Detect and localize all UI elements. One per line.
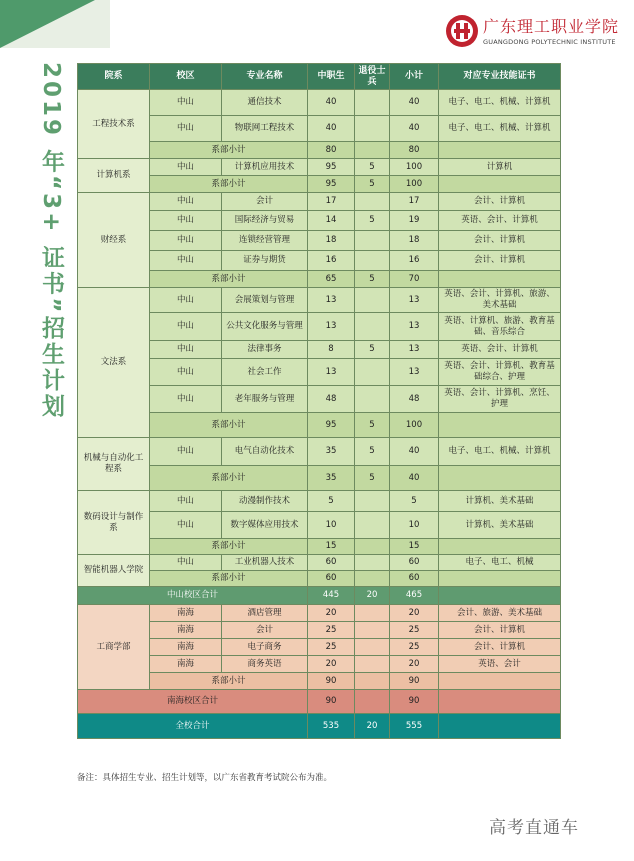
vocational-count: 15 [308,539,355,555]
vocational-count: 445 [308,587,355,605]
vocational-count: 80 [308,142,355,159]
vocational-count: 8 [308,341,355,359]
campus-cell: 中山 [150,512,222,539]
vocational-count: 40 [308,90,355,116]
subtotal-count: 20 [390,656,439,673]
column-header: 中职生 [308,64,355,90]
veteran-count [355,512,390,539]
certificate-cell [439,673,561,690]
subtotal-label: 系部小计 [150,673,308,690]
table-row [78,639,561,656]
major-cell: 会展策划与管理 [222,288,308,313]
certificate-cell [439,690,561,714]
certificate-cell: 会计、计算机 [439,193,561,211]
subtotal-count: 5 [390,491,439,512]
certificate-cell [439,539,561,555]
certificate-cell [439,176,561,193]
certificate-cell: 电子、电工、机械、计算机 [439,90,561,116]
certificate-cell: 英语、会计、计算机、教育基础综合、护理 [439,359,561,386]
subtotal-count: 20 [390,605,439,622]
veteran-count [355,673,390,690]
certificate-cell: 英语、会计、计算机、旅游、美术基础 [439,288,561,313]
subtotal-count: 13 [390,313,439,341]
vocational-count: 65 [308,271,355,288]
subtotal-label: 系部小计 [150,271,308,288]
vocational-count: 13 [308,313,355,341]
school-emblem-icon [445,14,479,48]
certificate-cell: 英语、会计、计算机 [439,341,561,359]
department-name: 文法系 [78,288,150,438]
department-name: 机械与自动化工程系 [78,438,150,491]
campus-cell: 中山 [150,359,222,386]
footnote: 备注：具体招生专业、招生计划等，以广东省教育考试院公布为准。 [77,773,333,783]
department-subtotal-row [78,539,561,555]
campus-total-row-nanhai [78,690,561,714]
veteran-count [355,142,390,159]
vocational-count: 90 [308,673,355,690]
certificate-cell [439,587,561,605]
department-subtotal-row [78,176,561,193]
subtotal-count: 100 [390,176,439,193]
major-cell: 社会工作 [222,359,308,386]
certificate-cell: 会计、计算机 [439,231,561,251]
veteran-count [355,288,390,313]
certificate-cell: 会计、旅游、美术基础 [439,605,561,622]
veteran-count: 5 [355,466,390,491]
veteran-count [355,539,390,555]
veteran-count: 5 [355,341,390,359]
veteran-count: 20 [355,587,390,605]
subtotal-count: 90 [390,690,439,714]
subtotal-count: 15 [390,539,439,555]
vocational-count: 17 [308,193,355,211]
subtotal-count: 60 [390,571,439,587]
vocational-count: 40 [308,116,355,142]
campus-cell: 中山 [150,386,222,413]
vocational-count: 18 [308,231,355,251]
table-row [78,90,561,116]
veteran-count [355,90,390,116]
corner-decoration [0,0,95,48]
certificate-cell: 英语、计算机、旅游、教育基础、音乐综合 [439,313,561,341]
veteran-count [355,359,390,386]
campus-cell: 南海 [150,622,222,639]
vocational-count: 60 [308,555,355,571]
certificate-cell: 计算机 [439,159,561,176]
table-row [78,386,561,413]
subtotal-count: 60 [390,555,439,571]
certificate-cell [439,142,561,159]
total-label: 中山校区合计 [78,587,308,605]
vocational-count: 5 [308,491,355,512]
total-label: 全校合计 [78,714,308,739]
vocational-count: 10 [308,512,355,539]
campus-cell: 南海 [150,656,222,673]
major-cell: 会计 [222,193,308,211]
subtotal-count: 10 [390,512,439,539]
vocational-count: 35 [308,466,355,491]
column-header: 专业名称 [222,64,308,90]
veteran-count [355,656,390,673]
table-row [78,251,561,271]
veteran-count: 5 [355,159,390,176]
vocational-count: 95 [308,413,355,438]
major-cell: 工业机器人技术 [222,555,308,571]
campus-cell: 中山 [150,251,222,271]
certificate-cell: 会计、计算机 [439,622,561,639]
subtotal-count: 16 [390,251,439,271]
major-cell: 电气自动化技术 [222,438,308,466]
major-cell: 酒店管理 [222,605,308,622]
major-cell: 数字媒体应用技术 [222,512,308,539]
subtotal-count: 40 [390,90,439,116]
certificate-cell: 会计、计算机 [439,251,561,271]
subtotal-label: 系部小计 [150,413,308,438]
department-name: 工程技术系 [78,90,150,159]
certificate-cell: 电子、电工、机械 [439,555,561,571]
school-name-cn: 广东理工职业学院 [483,17,620,36]
certificate-cell [439,271,561,288]
major-cell: 法律事务 [222,341,308,359]
vocational-count: 13 [308,288,355,313]
veteran-count [355,386,390,413]
subtotal-count: 13 [390,341,439,359]
subtotal-count: 100 [390,159,439,176]
major-cell: 公共文化服务与管理 [222,313,308,341]
subtotal-label: 系部小计 [150,539,308,555]
subtotal-label: 系部小计 [150,466,308,491]
vocational-count: 14 [308,211,355,231]
subtotal-count: 40 [390,466,439,491]
veteran-count [355,690,390,714]
major-cell: 连锁经营管理 [222,231,308,251]
campus-cell: 中山 [150,211,222,231]
certificate-cell: 电子、电工、机械、计算机 [439,116,561,142]
veteran-count [355,116,390,142]
subtotal-count: 25 [390,622,439,639]
vocational-count: 13 [308,359,355,386]
certificate-cell [439,413,561,438]
vocational-count: 95 [308,176,355,193]
column-header: 对应专业技能证书 [439,64,561,90]
school-total-row [78,714,561,739]
subtotal-count: 13 [390,359,439,386]
campus-cell: 中山 [150,193,222,211]
vocational-count: 20 [308,656,355,673]
campus-cell: 中山 [150,491,222,512]
table-row [78,116,561,142]
school-name-en: GUANGDONG POLYTECHNIC INSTITUTE [483,38,616,46]
table-row [78,555,561,571]
veteran-count [355,231,390,251]
subtotal-label: 系部小计 [150,176,308,193]
department-name: 计算机系 [78,159,150,193]
enrollment-table [77,63,561,739]
department-name: 财经系 [78,193,150,288]
campus-cell: 南海 [150,605,222,622]
subtotal-count: 19 [390,211,439,231]
department-name: 智能机器人学院 [78,555,150,587]
campus-cell: 南海 [150,639,222,656]
campus-cell: 中山 [150,438,222,466]
subtotal-count: 40 [390,116,439,142]
watermark-text: 高考直通车 [489,818,579,838]
department-subtotal-row [78,571,561,587]
major-cell: 计算机应用技术 [222,159,308,176]
certificate-cell [439,571,561,587]
campus-cell: 中山 [150,313,222,341]
table-row [78,341,561,359]
subtotal-count: 90 [390,673,439,690]
major-cell: 动漫制作技术 [222,491,308,512]
veteran-count [355,313,390,341]
vocational-count: 535 [308,714,355,739]
veteran-count: 5 [355,271,390,288]
table-row [78,512,561,539]
subtotal-count: 48 [390,386,439,413]
department-name: 数码设计与制作系 [78,491,150,555]
veteran-count: 20 [355,714,390,739]
vocational-count: 90 [308,690,355,714]
department-subtotal-row [78,142,561,159]
major-cell: 老年服务与管理 [222,386,308,413]
veteran-count [355,639,390,656]
veteran-count [355,571,390,587]
table-row [78,359,561,386]
subtotal-count: 13 [390,288,439,313]
table-row [78,211,561,231]
major-cell: 电子商务 [222,639,308,656]
veteran-count: 5 [355,438,390,466]
major-cell: 物联网工程技术 [222,116,308,142]
table-row [78,193,561,211]
campus-cell: 中山 [150,341,222,359]
subtotal-count: 40 [390,438,439,466]
vocational-count: 25 [308,622,355,639]
veteran-count: 5 [355,176,390,193]
department-subtotal-row [78,271,561,288]
vocational-count: 48 [308,386,355,413]
campus-cell: 中山 [150,288,222,313]
major-cell: 国际经济与贸易 [222,211,308,231]
department-subtotal-row [78,413,561,438]
campus-cell: 中山 [150,555,222,571]
certificate-cell: 英语、会计 [439,656,561,673]
certificate-cell: 英语、会计、计算机 [439,211,561,231]
campus-cell: 中山 [150,231,222,251]
veteran-count: 5 [355,211,390,231]
table-row [78,491,561,512]
column-header: 院系 [78,64,150,90]
subtotal-count: 100 [390,413,439,438]
campus-cell: 中山 [150,116,222,142]
certificate-cell [439,466,561,491]
campus-cell: 中山 [150,159,222,176]
table-row [78,622,561,639]
column-header: 校区 [150,64,222,90]
subtotal-count: 70 [390,271,439,288]
subtotal-count: 17 [390,193,439,211]
total-label: 南海校区合计 [78,690,308,714]
column-header: 小计 [390,64,439,90]
veteran-count: 5 [355,413,390,438]
table-row [78,159,561,176]
vocational-count: 95 [308,159,355,176]
subtotal-count: 80 [390,142,439,159]
table-row [78,656,561,673]
campus-total-row-zhongshan [78,587,561,605]
department-name: 工商学部 [78,605,150,690]
table-row [78,605,561,622]
department-subtotal-row [78,673,561,690]
vocational-count: 60 [308,571,355,587]
table-row [78,288,561,313]
certificate-cell: 计算机、美术基础 [439,512,561,539]
table-header-row [78,64,561,90]
table-row [78,313,561,341]
veteran-count [355,555,390,571]
certificate-cell: 英语、会计、计算机、烹饪、护理 [439,386,561,413]
certificate-cell: 计算机、美术基础 [439,491,561,512]
major-cell: 证券与期货 [222,251,308,271]
veteran-count [355,251,390,271]
vocational-count: 25 [308,639,355,656]
major-cell: 商务英语 [222,656,308,673]
department-subtotal-row [78,466,561,491]
subtotal-label: 系部小计 [150,571,308,587]
vocational-count: 35 [308,438,355,466]
table-row [78,438,561,466]
table-row [78,231,561,251]
major-cell: 通信技术 [222,90,308,116]
vocational-count: 16 [308,251,355,271]
subtotal-label: 系部小计 [150,142,308,159]
subtotal-count: 18 [390,231,439,251]
major-cell: 会计 [222,622,308,639]
veteran-count [355,491,390,512]
subtotal-count: 465 [390,587,439,605]
subtotal-count: 25 [390,639,439,656]
column-header: 退役士兵 [355,64,390,90]
certificate-cell: 电子、电工、机械、计算机 [439,438,561,466]
veteran-count [355,605,390,622]
school-logo [445,12,625,54]
subtotal-count: 555 [390,714,439,739]
page-title: 2019 年“3+ 证书”招生计划 [38,62,64,420]
campus-cell: 中山 [150,90,222,116]
veteran-count [355,622,390,639]
veteran-count [355,193,390,211]
certificate-cell [439,714,561,739]
certificate-cell: 会计、计算机 [439,639,561,656]
vocational-count: 20 [308,605,355,622]
